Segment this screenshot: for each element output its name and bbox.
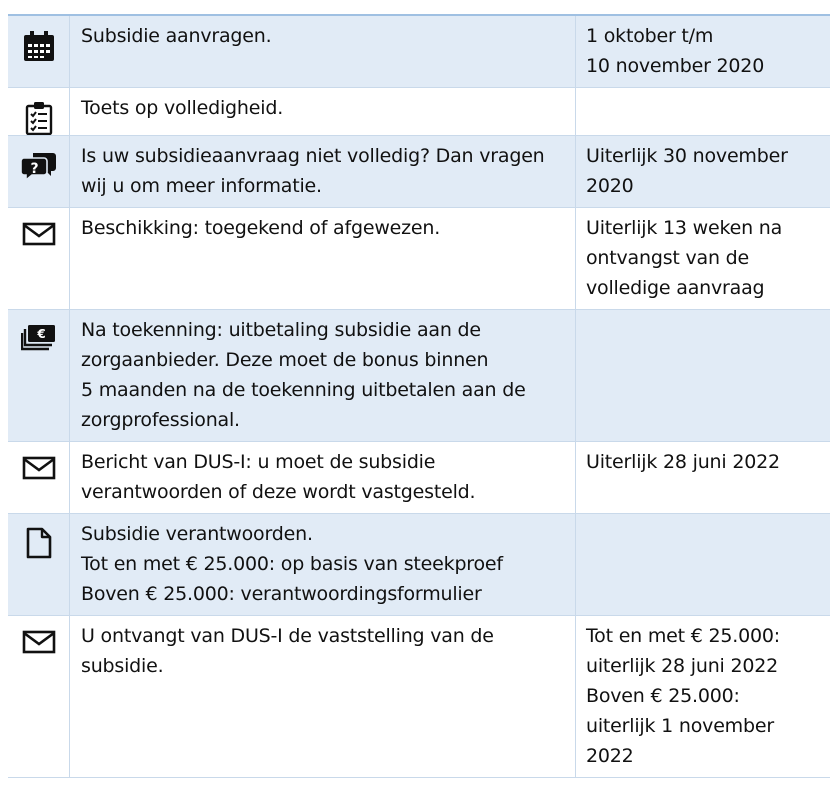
table-row [8, 616, 830, 778]
table-row [8, 16, 830, 88]
envelope-icon [22, 455, 56, 513]
table-row [8, 310, 830, 442]
description-cell [70, 442, 576, 513]
deadline-text: Tot en met € 25.000: [586, 625, 780, 647]
description-cell [70, 310, 576, 441]
description-text: U ontvangt van DUS-I de vaststelling van de [81, 625, 494, 647]
deadline-text: 2020 [586, 175, 634, 197]
icon-cell [8, 514, 70, 615]
icon-cell [8, 310, 70, 441]
envelope-icon [22, 221, 56, 309]
deadline-cell [576, 88, 830, 135]
description-text: Subsidie aanvragen. [81, 25, 272, 47]
question-speech-bubbles-icon [21, 149, 57, 207]
deadline-text: Boven € 25.000: [586, 685, 740, 707]
description-text: Toets op volledigheid. [81, 97, 284, 119]
deadline-cell [576, 208, 830, 309]
checklist-clipboard-icon [25, 101, 53, 135]
deadline-cell [576, 16, 830, 87]
deadline-text: Uiterlijk 13 weken na [586, 217, 783, 239]
description-text: zorgprofessional. [81, 409, 240, 431]
deadline-cell [576, 136, 830, 207]
svg-text:€: € [36, 327, 46, 341]
description-text: Tot en met € 25.000: op basis van steekproef [81, 553, 503, 575]
deadline-text: uiterlijk 1 november [586, 715, 774, 737]
description-text: Subsidie verantwoorden. [81, 523, 313, 545]
deadline-cell [576, 442, 830, 513]
description-cell [70, 514, 576, 615]
subsidy-timeline-table [8, 14, 830, 778]
table-row [8, 442, 830, 514]
deadline-text: uiterlijk 28 juni 2022 [586, 655, 779, 677]
description-text: Bericht van DUS-I: u moet de subsidie [81, 451, 436, 473]
deadline-text: ontvangst van de [586, 247, 750, 269]
description-text: wij u om meer informatie. [81, 175, 322, 197]
deadline-text: Uiterlijk 30 november [586, 145, 788, 167]
deadline-cell [576, 514, 830, 615]
description-cell [70, 16, 576, 87]
table-row [8, 514, 830, 616]
euro-banknotes-icon [21, 323, 57, 441]
deadline-text: 2022 [586, 745, 634, 767]
description-text: 5 maanden na de toekenning uitbetalen aan de [81, 379, 526, 401]
deadline-text: Uiterlijk 28 juni 2022 [586, 451, 780, 473]
description-text: Beschikking: toegekend of afgewezen. [81, 217, 441, 239]
document-icon [26, 527, 52, 615]
description-text: verantwoorden of deze wordt vastgesteld. [81, 481, 476, 503]
icon-cell [8, 88, 70, 135]
deadline-text: volledige aanvraag [586, 277, 765, 299]
description-cell [70, 136, 576, 207]
icon-cell [8, 16, 70, 87]
description-cell [70, 88, 576, 135]
deadline-text: 1 oktober t/m [586, 25, 714, 47]
envelope-icon [22, 629, 56, 777]
table-row [8, 136, 830, 208]
deadline-text: 10 november 2020 [586, 55, 765, 77]
description-cell [70, 616, 576, 777]
description-text: Is uw subsidieaanvraag niet volledig? Dan vragen [81, 145, 545, 167]
deadline-cell [576, 616, 830, 777]
description-cell [70, 208, 576, 309]
icon-cell [8, 616, 70, 777]
icon-cell [8, 136, 70, 207]
table-row [8, 208, 830, 310]
calendar-icon [22, 29, 56, 87]
description-text: subsidie. [81, 655, 164, 677]
description-text: Boven € 25.000: verantwoordingsformulier [81, 583, 482, 605]
svg-text:?: ? [29, 161, 39, 177]
description-text: Na toekenning: uitbetaling subsidie aan de [81, 319, 481, 341]
icon-cell [8, 208, 70, 309]
table-row [8, 88, 830, 136]
icon-cell [8, 442, 70, 513]
description-text: zorgaanbieder. Deze moet de bonus binnen [81, 349, 489, 371]
deadline-cell [576, 310, 830, 441]
